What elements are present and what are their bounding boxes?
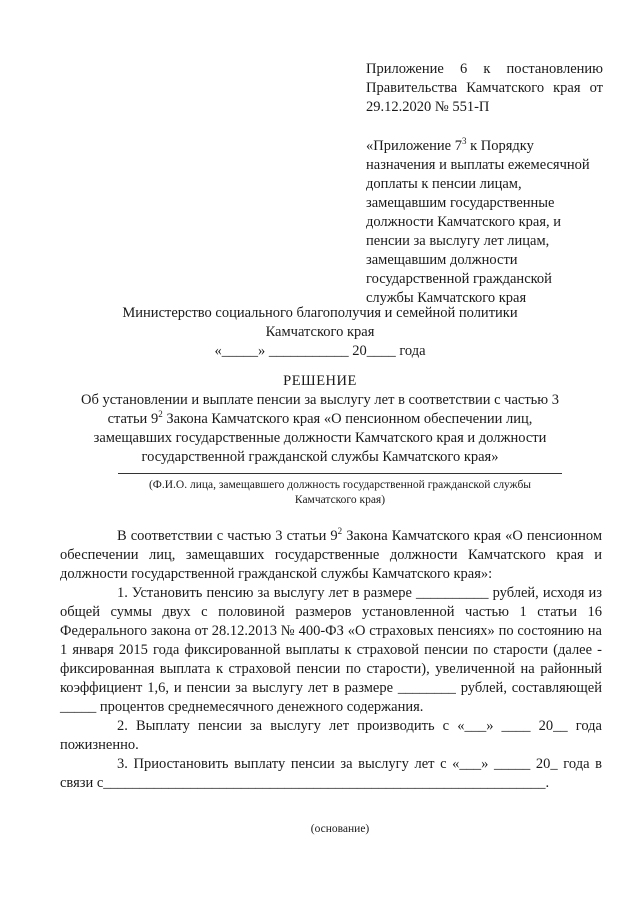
decision-title-line-2-rest: Закона Камчатского края «О пенсионном обеспечении лиц, xyxy=(162,411,533,427)
decision-body xyxy=(60,527,602,793)
body-intro-prefix: В соответствии с частью 3 статьи 9 xyxy=(117,528,338,544)
fio-caption-line-2: Камчатского края) xyxy=(294,494,386,506)
issuer-name-line-1: Министерство социального благополучия и семейной политики xyxy=(122,305,518,321)
decision-title-line-2 xyxy=(60,410,580,429)
fio-caption xyxy=(90,478,590,508)
annex-appendix-reference xyxy=(366,137,603,308)
body-item-1: 1. Установить пенсию за выслугу лет в размере __________ рублей, исходя из общей суммы двух с половиной размеров установленной частью 1 статьи 16 Федерального закона от 28.12.2013 № 400-ФЗ «О страховых пенсиях» по состоянию на 1 января 2015 года фиксированной выплаты к страховой пенсии по старости (далее - фиксированная выплата к страховой пенсии по старости), увеличенной на районный коэффициент 1,6, и пенсии за выслугу лет в размере ________ рублей, составляющей _____ процентов среднемесячного денежного содержания. xyxy=(60,585,602,715)
body-intro-superscript: 2 xyxy=(337,526,343,536)
annex-line-2: Правительства Камчатского края от xyxy=(366,80,603,96)
fio-underline xyxy=(118,473,562,474)
decision-title-block xyxy=(60,372,580,467)
decision-title-line-3: замещавших государственные должности Камчатского края и должности xyxy=(93,430,547,446)
decision-title-line-4: государственной гражданской службы Камчатского края» xyxy=(141,449,499,465)
decision-heading: РЕШЕНИЕ xyxy=(283,373,357,389)
issuer-name-line-2: Камчатского края xyxy=(265,324,375,340)
body-intro-rest: Закона Камчатского края «О пенсионном обеспечении лиц, замещавших государственные должности Камчатского края и должности государственной гражданской службы Камчатского края»: xyxy=(60,528,602,582)
annex-ref-prefix: «Приложение 7 xyxy=(366,138,462,154)
annex-line-3: 29.12.2020 № 551-П xyxy=(366,99,490,115)
annex-line-1: Приложение 6 к постановлению xyxy=(366,61,603,77)
annex-ref-text: к Порядку назначения и выплаты ежемесячной доплаты к пенсии лицам, замещавшим государственные должности Камчатского края, и пенсии за выслугу лет лицам, замещавшим должности государственной гражданской службы Камчатского края xyxy=(366,138,590,306)
annex-ref-superscript: 3 xyxy=(461,136,467,146)
annex-header xyxy=(366,60,603,308)
body-intro-paragraph xyxy=(60,527,602,584)
issuer-block xyxy=(60,304,580,361)
fio-caption-line-1: (Ф.И.О. лица, замещавшего должность государственной гражданской службы xyxy=(148,479,532,491)
decision-title-line-1: Об установлении и выплате пенсии за выслугу лет в соответствии с частью 3 xyxy=(81,392,559,408)
decision-title-line-2-prefix: статьи 9 xyxy=(107,411,159,427)
body-item-3: 3. Приостановить выплату пенсии за выслугу лет с «___» _____ 20_ года в связи с_____________________________________________________________. xyxy=(60,756,602,791)
body-item-2: 2. Выплату пенсии за выслугу лет производить с «___» ____ 20__ года пожизненно. xyxy=(60,718,602,753)
decision-title-superscript: 2 xyxy=(158,409,163,419)
basis-caption: (основание) xyxy=(310,823,370,835)
decision-date-line: «_____» ___________ 20____ года xyxy=(214,343,426,359)
